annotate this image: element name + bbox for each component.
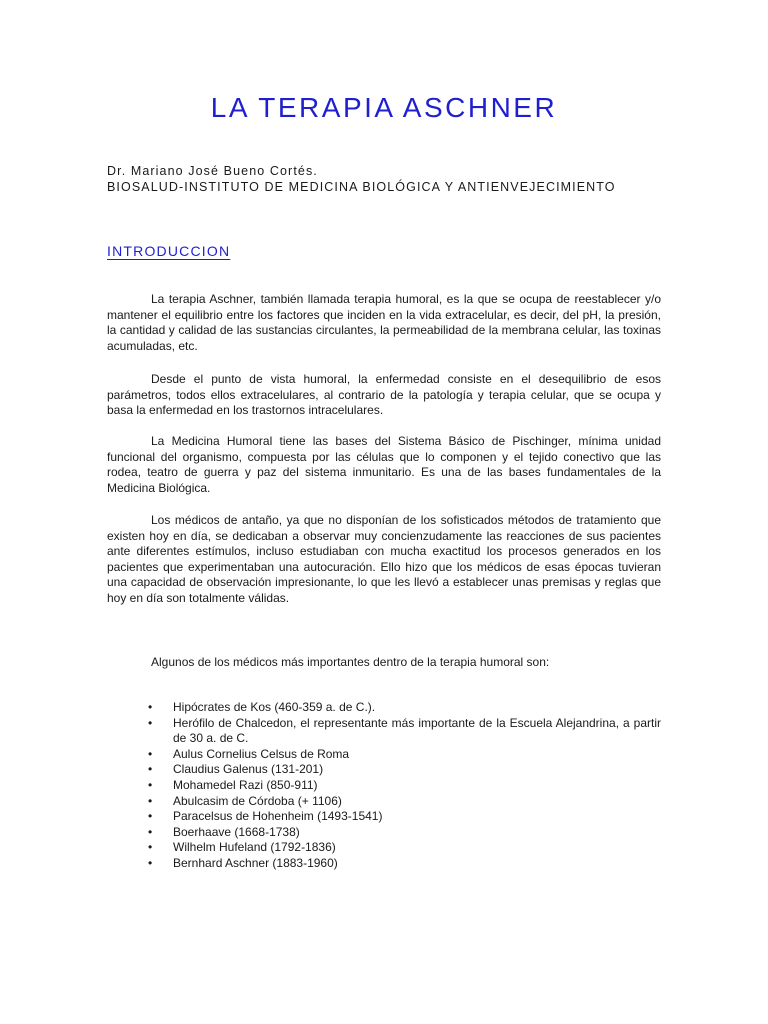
list-item	[107, 747, 661, 763]
bullet-icon: •	[148, 840, 153, 855]
list-item	[107, 825, 661, 841]
paragraph: La terapia Aschner, también llamada terapia humoral, es la que se ocupa de reestablecer y/o mantener el equilibrio entre los factores que inciden en la vida extracelular, es decir, del pH, la presión, la cantidad y calidad de las sustancias circulantes, la permeabilidad de la membrana celular, las toxinas acumuladas, etc.	[107, 292, 661, 353]
paragraph: Los médicos de antaño, ya que no disponían de los sofisticados métodos de tratamiento que existen hoy en día, se dedicaban a observar muy concienzudamente las reacciones de sus pacientes ante diferentes estímulos, incluso estudiaban con mucha exactitud los procesos generados en los pacientes que experimentaban una autocuración. Ello hizo que los médicos de esas épocas tuvieran una capacidad de observación impresionante, lo que les llevó a establecer unas premisas y reglas que hoy en día son totalmente válidas.	[107, 513, 661, 605]
bullet-icon: •	[148, 809, 153, 824]
list-item-text: Hipócrates de Kos (460-359 a. de C.).	[173, 700, 376, 714]
paragraph-list-intro: Algunos de los médicos más importantes dentro de la terapia humoral son:	[151, 655, 550, 669]
list-item-text: Boerhaave (1668-1738)	[173, 824, 300, 839]
list-item	[107, 716, 661, 747]
list-item-text: Abulcasim de Córdoba (+ 1106)	[173, 793, 342, 808]
list-item	[107, 700, 661, 716]
list-item	[107, 794, 661, 810]
list-item-text: Bernhard Aschner (1883-1960)	[173, 855, 338, 870]
list-item-text: Mohamedel Razi (850-911)	[173, 777, 318, 792]
list-item	[107, 809, 661, 825]
list-item-text: Claudius Galenus (131-201)	[173, 762, 324, 777]
author-name: Dr. Mariano José Bueno Cortés.	[107, 164, 318, 178]
physicians-list	[107, 700, 661, 872]
author-organization: BIOSALUD-INSTITUTO DE MEDICINA BIOLÓGICA Y ANTIENVEJECIMIENTO	[107, 180, 616, 194]
bullet-icon: •	[148, 793, 153, 808]
bullet-icon: •	[148, 715, 153, 730]
bullet-icon: •	[148, 762, 153, 777]
bullet-icon: •	[148, 824, 153, 839]
bullet-icon: •	[148, 700, 153, 714]
list-item-text: Herófilo de Chalcedon, el representante más importante de la Escuela Alejandrina, a partir de 30 a. de C.	[173, 715, 661, 746]
document-title: LA TERAPIA ASCHNER	[210, 92, 558, 123]
bullet-icon: •	[148, 777, 153, 792]
paragraph: Desde el punto de vista humoral, la enfermedad consiste en el desequilibrio de esos parámetros, todos ellos extracelulares, al contrario de la patología y terapia celular, que se ocupa y basa la enfermedad en los trastornos intracelulares.	[107, 372, 661, 418]
list-item	[107, 762, 661, 778]
bullet-icon: •	[148, 855, 153, 870]
paragraph: La Medicina Humoral tiene las bases del Sistema Básico de Pischinger, mínima unidad funcional del organismo, compuesta por las células que lo componen y el tejido conectivo que las rodea, teatro de guerra y paz del sistema inmunitario. Es una de las bases fundamentales de la Medicina Biológica.	[107, 434, 661, 495]
section-heading-introduccion: INTRODUCCION	[107, 243, 231, 259]
list-item-text: Aulus Cornelius Celsus de Roma	[173, 746, 350, 761]
bullet-icon: •	[148, 746, 153, 761]
list-item	[107, 840, 661, 856]
list-item	[107, 778, 661, 794]
list-item	[107, 856, 661, 872]
list-item-text: Wilhelm Hufeland (1792-1836)	[173, 840, 336, 855]
list-item-text: Paracelsus de Hohenheim (1493-1541)	[173, 809, 383, 824]
